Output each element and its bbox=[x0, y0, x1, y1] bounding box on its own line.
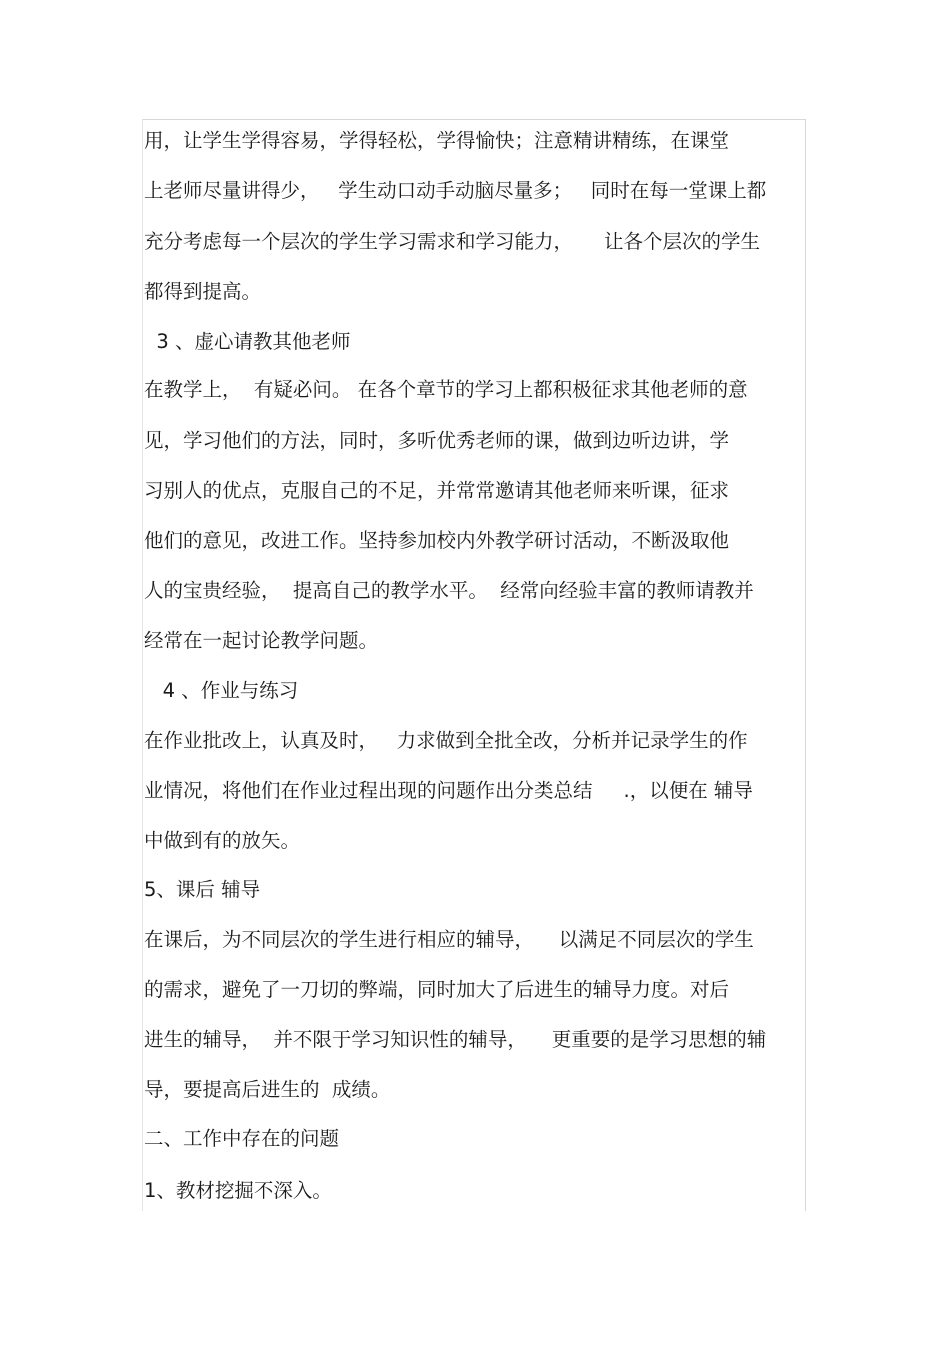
text-line: 人的宝贵经验， 提高自己的教学水平。 经常向经验丰富的教师请教并 bbox=[144, 579, 754, 602]
text-line: 上老师尽量讲得少， 学生动口动手动脑尽量多； 同时在每一堂课上都 bbox=[144, 179, 767, 202]
text-line: 他们的意见，改进工作。坚持参加校内外教学研讨活动，不断汲取他 bbox=[144, 529, 730, 552]
text-line: 经常在一起讨论教学问题。 bbox=[144, 629, 379, 652]
section-heading: 3 、虚心请教其他老师 bbox=[144, 330, 351, 353]
section-heading: 4 、作业与练习 bbox=[144, 679, 299, 702]
text-line: 用，让学生学得容易，学得轻松，学得愉快；注意精讲精练，在课堂 bbox=[144, 129, 730, 152]
text-line: 中做到有的放矢。 bbox=[144, 829, 301, 852]
text-line: 的需求，避免了一刀切的弊端，同时加大了后进生的辅导力度。对后 bbox=[144, 978, 730, 1001]
text-line: 都得到提高。 bbox=[144, 280, 262, 303]
text-line: 进生的辅导， 并不限于学习知识性的辅导， 更重要的是学习思想的辅 bbox=[144, 1028, 767, 1051]
subsection-heading: 1、教材挖掘不深入。 bbox=[144, 1179, 332, 1202]
text-line: 业情况，将他们在作业过程出现的问题作出分类总结 .，以便在 辅导 bbox=[144, 779, 753, 802]
text-line: 导，要提高后进生的 成绩。 bbox=[144, 1078, 391, 1101]
text-line: 见，学习他们的方法，同时，多听优秀老师的课，做到边听边讲，学 bbox=[144, 429, 730, 452]
section-heading: 二、工作中存在的问题 bbox=[144, 1127, 340, 1150]
text-line: 在教学上， 有疑必问。 在各个章节的学习上都积极征求其他老师的意 bbox=[144, 378, 748, 401]
section-heading: 5、课后 辅导 bbox=[144, 878, 261, 901]
text-line: 充分考虑每一个层次的学生学习需求和学习能力， 让各个层次的学生 bbox=[144, 230, 760, 253]
text-line: 习别人的优点，克服自己的不足，并常常邀请其他老师来听课，征求 bbox=[144, 479, 730, 502]
text-line: 在作业批改上，认真及时， 力求做到全批全改，分析并记录学生的作 bbox=[144, 729, 748, 752]
text-line: 在课后，为不同层次的学生进行相应的辅导， 以满足不同层次的学生 bbox=[144, 928, 754, 951]
